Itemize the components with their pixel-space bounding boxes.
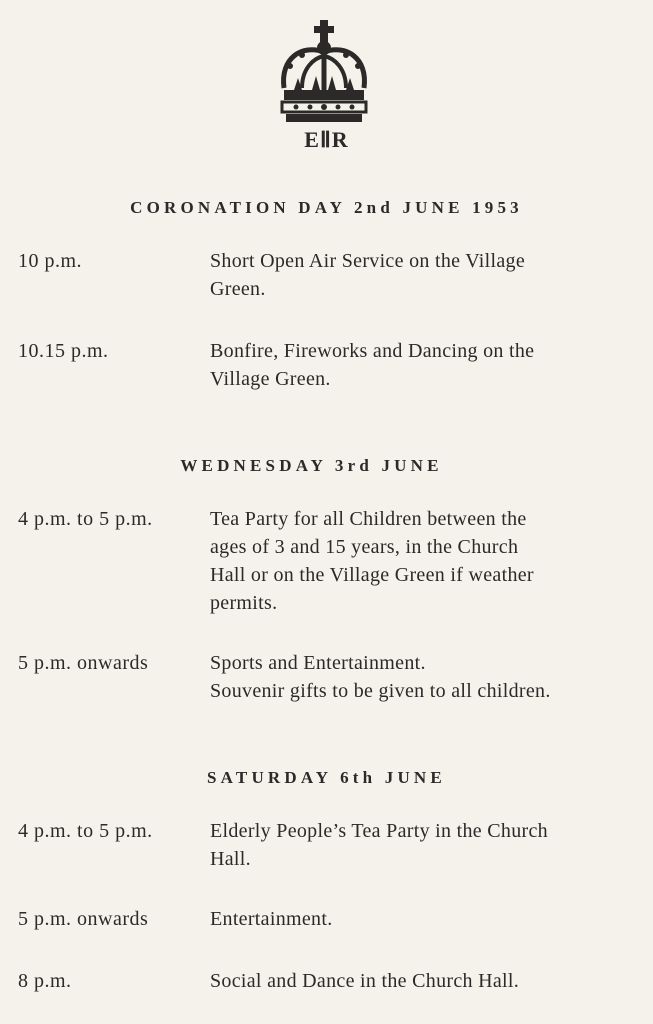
event-time: 10.15 p.m. <box>18 340 109 362</box>
event-time: 5 p.m. onwards <box>18 652 149 674</box>
event-time: 8 p.m. <box>18 970 72 992</box>
event-description: Bonfire, Fireworks and Dancing on the Village Green. <box>210 340 535 390</box>
event-description: Social and Dance in the Church Hall. <box>210 970 520 992</box>
royal-cypher: EⅡR <box>304 127 349 152</box>
section-heading: SATURDAY 6th JUNE <box>207 768 446 787</box>
section-heading: WEDNESDAY 3rd JUNE <box>180 456 443 475</box>
event-time: 10 p.m. <box>18 250 83 272</box>
section-heading: CORONATION DAY 2nd JUNE 1953 <box>130 198 523 217</box>
event-description: Sports and Entertainment. Souvenir gifts to be given to all children. <box>210 652 551 702</box>
event-time: 4 p.m. to 5 p.m. <box>18 508 153 530</box>
event-description: Elderly People’s Tea Party in the Church Hall. <box>210 820 548 870</box>
event-description: Short Open Air Service on the Village Green. <box>210 250 526 300</box>
event-description: Entertainment. <box>210 908 333 930</box>
event-time: 4 p.m. to 5 p.m. <box>18 820 153 842</box>
event-time: 5 p.m. onwards <box>18 908 149 930</box>
event-description: Tea Party for all Children between the ages of 3 and 15 years, in the Church Hall or on the Village Green if weather permits. <box>210 508 534 614</box>
